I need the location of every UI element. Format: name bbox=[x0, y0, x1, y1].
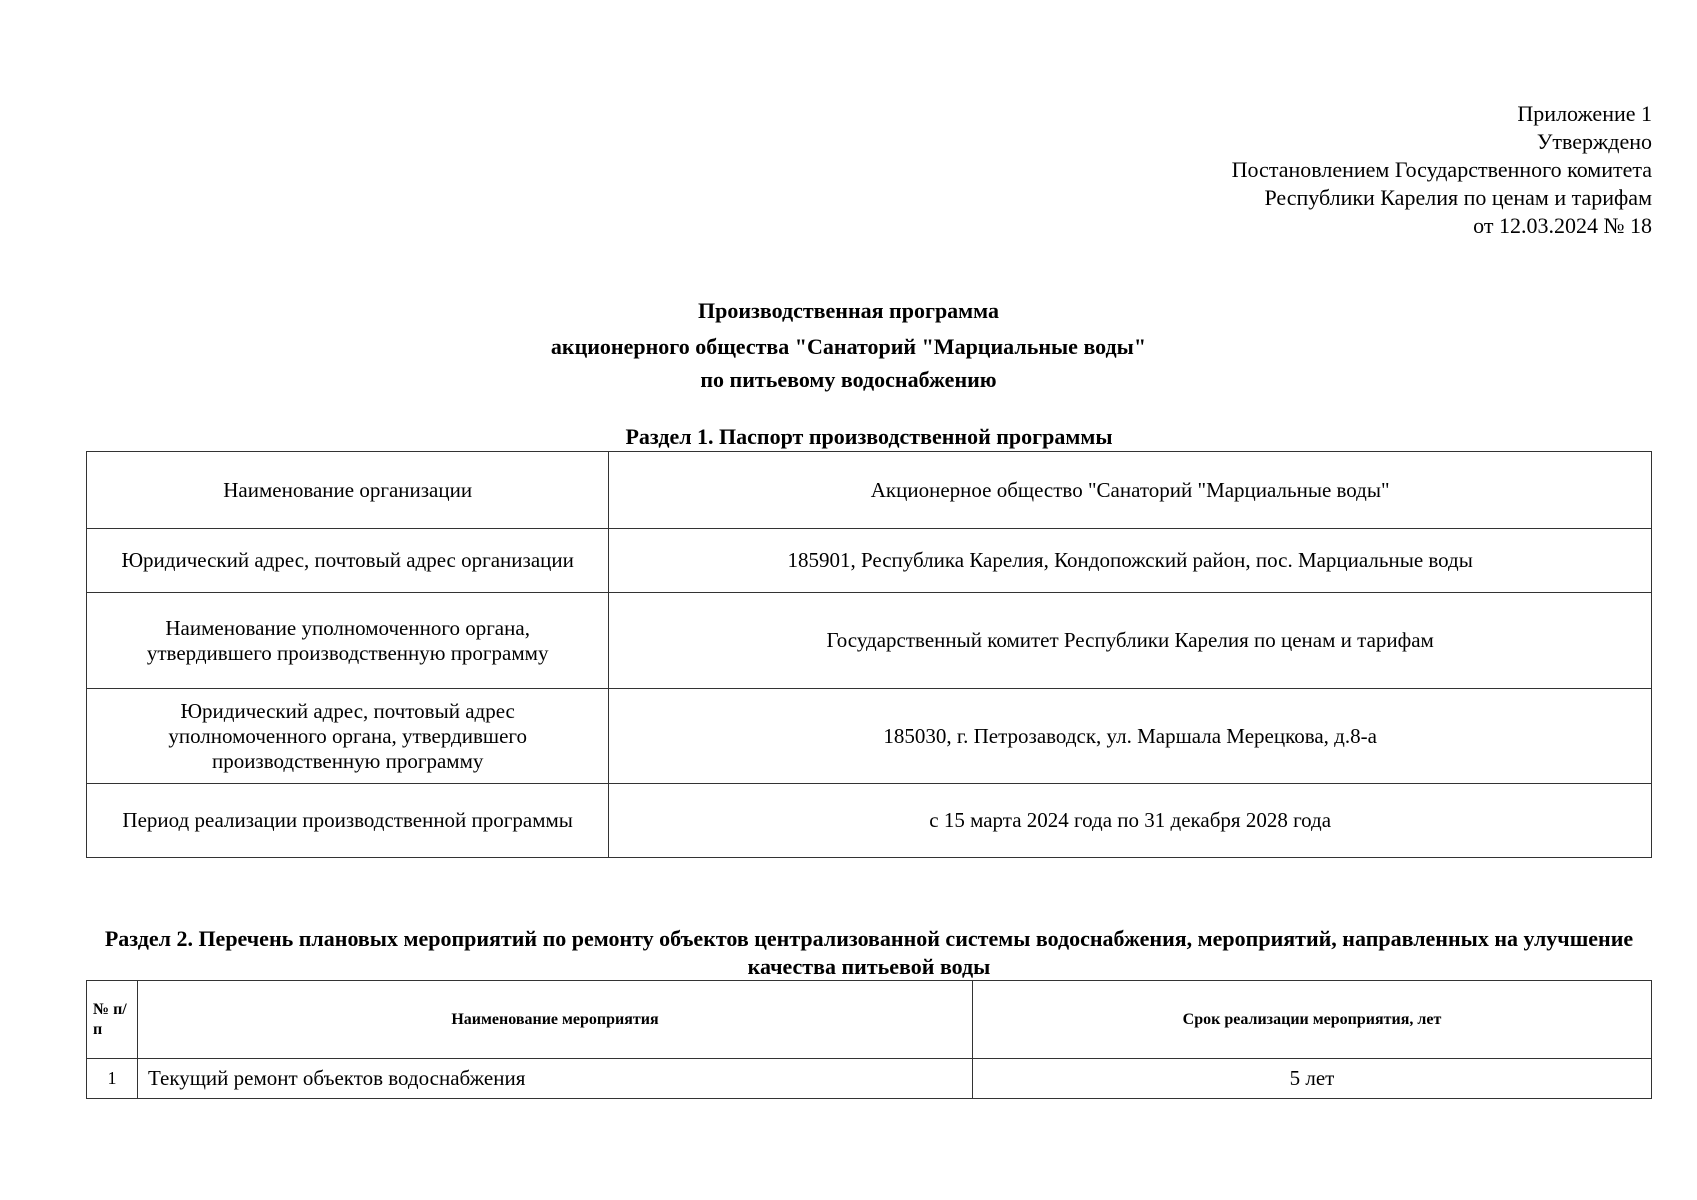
column-header-term: Срок реализации мероприятия, лет bbox=[973, 981, 1652, 1059]
measure-number: 1 bbox=[87, 1059, 138, 1099]
header-line: Республики Карелия по ценам и тарифам bbox=[1264, 185, 1652, 210]
header-line: Утверждено bbox=[1536, 129, 1652, 154]
header-line: Постановлением Государственного комитета bbox=[1231, 157, 1652, 182]
table-header-row bbox=[87, 981, 1652, 1059]
header-line: от 12.03.2024 № 18 bbox=[1473, 213, 1652, 238]
table-row bbox=[87, 593, 1652, 689]
header-line: Приложение 1 bbox=[1517, 101, 1652, 126]
measures-table bbox=[86, 980, 1652, 1099]
passport-label: Наименование уполномоченного органа, утвердившего производственную программу bbox=[87, 593, 609, 689]
column-header-name: Наименование мероприятия bbox=[138, 981, 973, 1059]
passport-table bbox=[86, 451, 1652, 858]
passport-label: Наименование организации bbox=[87, 452, 609, 529]
measure-name: Текущий ремонт объектов водоснабжения bbox=[138, 1059, 973, 1099]
document-title-line3: по питьевому водоснабжению bbox=[700, 367, 997, 392]
passport-value: с 15 марта 2024 года по 31 декабря 2028 года bbox=[609, 784, 1652, 858]
passport-value: 185901, Республика Карелия, Кондопожский район, пос. Марциальные воды bbox=[609, 529, 1652, 593]
passport-label: Юридический адрес, почтовый адрес организации bbox=[87, 529, 609, 593]
passport-value: 185030, г. Петрозаводск, ул. Маршала Мерецкова, д.8-а bbox=[609, 689, 1652, 784]
measure-term: 5 лет bbox=[973, 1059, 1652, 1099]
passport-value: Акционерное общество "Санаторий "Марциальные воды" bbox=[609, 452, 1652, 529]
document-title-line1: Производственная программа bbox=[697, 298, 1000, 323]
passport-value: Государственный комитет Республики Карелия по ценам и тарифам bbox=[609, 593, 1652, 689]
table-row bbox=[87, 452, 1652, 529]
column-header-number: № п/п bbox=[87, 981, 138, 1059]
document-title-line2: акционерного общества "Санаторий "Марциальные воды" bbox=[550, 334, 1147, 359]
passport-label: Период реализации производственной программы bbox=[87, 784, 609, 858]
table-row bbox=[87, 689, 1652, 784]
passport-label: Юридический адрес, почтовый адрес уполномоченного органа, утвердившего производственную программу bbox=[87, 689, 609, 784]
approval-header bbox=[1232, 100, 1652, 240]
section2-title: Раздел 2. Перечень плановых мероприятий по ремонту объектов централизованной системы водоснабжения, мероприятий, направленных на улучшение качества питьевой воды bbox=[104, 926, 1634, 979]
table-row bbox=[87, 529, 1652, 593]
table-row bbox=[87, 784, 1652, 858]
table-row bbox=[87, 1059, 1652, 1099]
section1-title: Раздел 1. Паспорт производственной программы bbox=[625, 424, 1113, 449]
